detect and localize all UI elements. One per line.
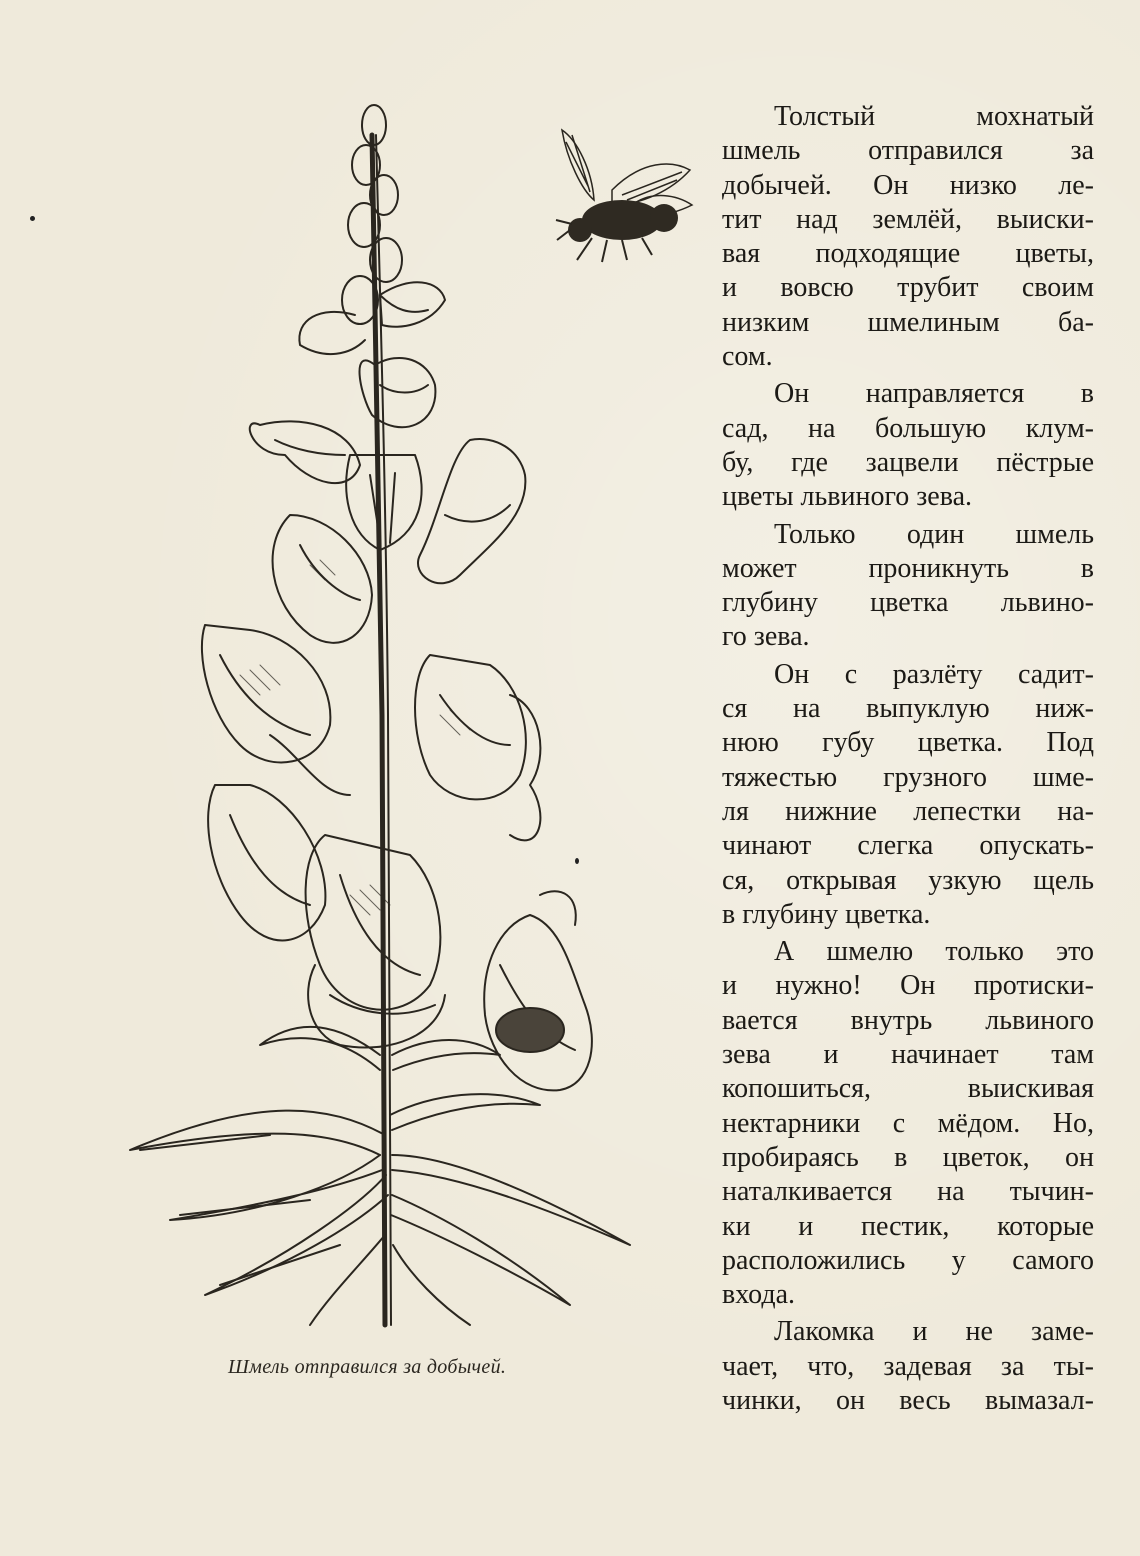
text-line: чает, что, задевая за ты- [722,1350,1094,1382]
text-line: шмель отправился за [722,135,1094,167]
text-line: глубину цветка львино- [722,587,1094,619]
text-line: входа. [722,1279,796,1311]
text-line: цветы львиного зева. [722,481,973,513]
text-line: го зева. [722,621,810,653]
text-line: вая подходящие цветы, [722,238,1094,270]
bumblebee-illustration [552,120,702,265]
paragraph-3 [722,518,1094,655]
paragraph-4 [722,658,1094,932]
text-line: Лакомка и не заме- [774,1316,1094,1348]
text-line: наталкивается на тычин- [722,1176,1094,1208]
text-line: и вовсю трубит своим [722,272,1094,304]
paragraph-5 [722,935,1094,1312]
paragraph-2 [722,377,1094,514]
text-line: зева и начинает там [722,1039,1094,1071]
text-line: может проникнуть в [722,552,1094,584]
text-line: ся на выпуклую ниж- [722,693,1094,725]
text-line: добычей. Он низко ле- [722,169,1094,201]
text-line: Он с разлёту садит- [774,658,1094,690]
text-line: в глубину цветка. [722,898,931,930]
text-line: копошиться, выискивая [722,1073,1094,1105]
text-line: ля нижние лепестки на- [722,795,1094,827]
paragraph-1 [722,100,1094,374]
paragraph-6 [722,1315,1094,1418]
ink-speck [30,216,35,221]
text-line: ся, открывая узкую щель [722,864,1094,896]
text-line: тит над землёй, выиски- [722,203,1094,235]
text-line: расположились у самого [722,1244,1094,1276]
text-line: чинки, он весь вымазал- [722,1384,1094,1416]
text-line: тяжестью грузного шме- [722,761,1094,793]
body-text [722,100,1094,1421]
snapdragon-flower-illustration [110,95,710,1335]
text-line: вается внутрь львиного [722,1004,1094,1036]
illustration-caption: Шмель отправился за добычей. [228,1356,507,1378]
text-line: ки и пестик, которые [722,1210,1094,1242]
text-line: низким шмелиным ба- [722,306,1094,338]
text-line: сом. [722,341,773,373]
text-line: А шмелю только это [774,936,1094,968]
text-line: сад, на большую клум- [722,412,1094,444]
text-line: Он направляется в [774,378,1094,410]
text-line: бу, где зацвели пёстрые [722,446,1094,478]
text-line: чинают слегка опускать- [722,830,1094,862]
text-line: Толстый мохнатый [774,101,1094,132]
text-line: пробираясь в цветок, он [722,1141,1094,1173]
text-line: Только один шмель [774,518,1094,550]
text-line: и нужно! Он протиски- [722,970,1094,1002]
text-line: нектарники с мёдом. Но, [722,1107,1094,1139]
text-line: нюю губу цветка. Под [722,727,1094,759]
